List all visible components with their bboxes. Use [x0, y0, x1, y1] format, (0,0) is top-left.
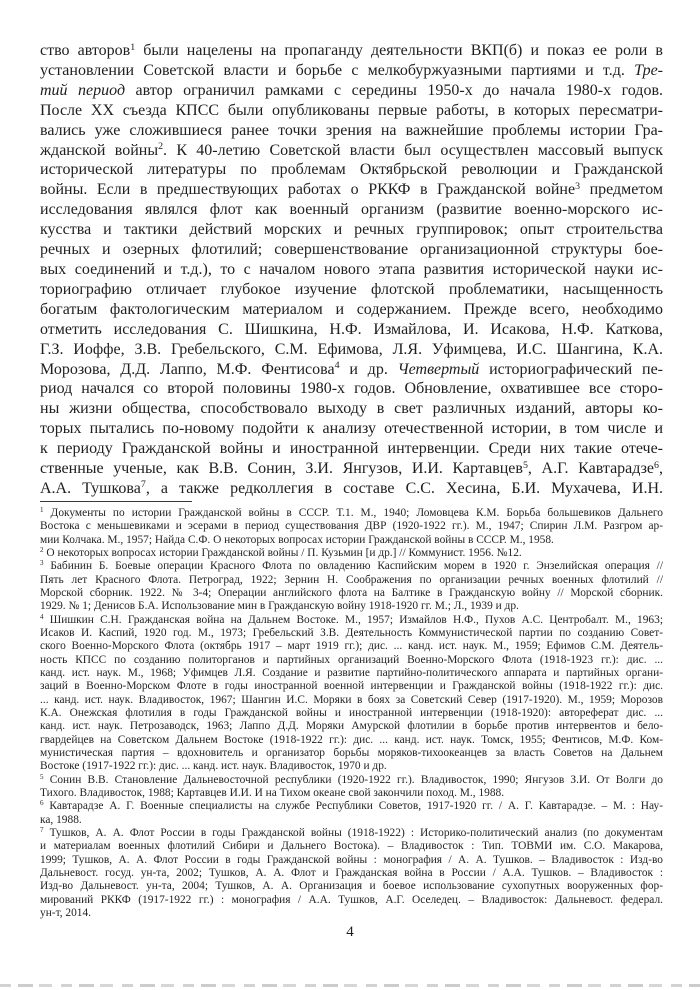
footnote-ref: 3: [575, 180, 581, 192]
footnote-line: К.А. Онежская флотилия в годы Гражданской войны и иностранной интервенции (1918-1920): автореферат дис. ...: [40, 706, 663, 719]
page-number: 4: [346, 924, 354, 940]
footnote-line: канд. ист. наук. Петрозаводск, 1963; Лаппо Д.Д. Моряки Амурской флотилии в борьбе против интервентов и бело-: [40, 720, 663, 733]
footnote-line: $^6$ Кавтарадзе А. Г. Военные специалисты на службе Республики Советов, 1917-1920 гг. / А. Г. Кавтарадзе. – М. : Нау-: [40, 799, 663, 813]
footnote-4: [40, 614, 663, 774]
body-text-line: войны. Если в предшествующих работах о РККФ в Гражданской войне$^3$ предметом: [40, 180, 664, 199]
footnote-line: Дальневост. госуд. ун-та, 2002; Тушков, А. А. Флот и Гражданская война в России / А.А. Тушков. – Владивосток :: [40, 866, 663, 879]
footnote-line: $^7$ Тушков, А. А. Флот России в годы Гражданской войны (1918-1922) : Историко-политический анализ (по документам: [40, 826, 663, 839]
body-text-line: Морозова, Д.Д. Лаппо, М.Ф. Фентисова$^4$ и др. Четвертый историографический пе-: [40, 360, 663, 378]
footnote-3: [40, 560, 663, 613]
body-paragraph: [40, 41, 663, 499]
footnote-line: Тихого. Владивосток, 1988; Картавцев И.И. И на Тихом океане свой закончили поход. М., 1988.: [40, 786, 505, 799]
body-text-line: богатым фактологическим материалом и содержанием. Прежде всего, необходимо: [40, 300, 663, 318]
footnote-2: [40, 547, 663, 560]
body-text-line: исторической литературы по проблемам Октябрьской революции и Гражданской: [40, 161, 663, 179]
footnote-line: 1929. № 1; Денисов Б.А. Использование мин в Гражданскую войну 1918-1920 гг. М.; Л., 1939 и др.: [40, 600, 519, 613]
body-text-line: исследования являлся флот как военный организм (развитие военно-морского ис-: [40, 201, 663, 219]
footnote-ref: 2: [158, 141, 164, 153]
body-text-line: тий период автор ограничил рамками с середины 1950-х до начала 1980-х годов.: [40, 81, 664, 99]
body-text-line: торых пытались по-новому подойти к анализу отечественной истории, в том числе и: [40, 420, 663, 438]
body-text-line: речных и озерных флотилий; совершенствование организационной структуры бое-: [40, 241, 663, 259]
footnote-line: гвардейцев на Советском Дальнем Востоке (1918-1922 гг.): дис. ... канд. ист. наук. Томск, 1955; Фентисов, М.Ф. Ком-: [40, 733, 663, 746]
footnote-ref: 5: [522, 459, 528, 471]
footnote-line: $^3$ Бабинин Б. Боевые операции Красного Флота по овладению Каспийским морем в 1920 г. Энзелийская операция //: [40, 559, 663, 573]
body-text-line: А.А. Тушкова$^7$, а также редколлегия в составе С.С. Хесина, Б.И. Мухачева, И.Н.: [40, 479, 664, 497]
body-text-line: установлении Советской власти и борьбе с мелкобуржуазными партиями и т.д. Тре-: [40, 61, 663, 79]
footnote-ref: 1: [130, 41, 136, 53]
footnote-ref: 4: [334, 360, 340, 372]
footnote-line: канд. ист. наук. М., 1968; Уфимцев Л.Я. Создание и развитие партийно-политического аппарата и партийных органи-: [40, 666, 663, 679]
footnote-line: мии Колчака. М., 1957; Найда С.Ф. О некоторых вопросах истории Гражданской войны в СССР. М., 1958.: [40, 533, 554, 546]
footnote-line: и материалам военных флотилий Сибири и Дальнего Востока). – Владивосток : Тип. ТОВМИ им. С.О. Макарова,: [40, 840, 663, 853]
footnote-line: Востоке (1917-1922 гг.): дис. ... канд. ист. наук. Владивосток, 1970 и др.: [40, 760, 387, 773]
footnote-number: 7: [40, 826, 44, 834]
footnote-line: ун-т, 2014.: [40, 906, 92, 919]
footnote-5: [40, 774, 663, 801]
body-text-line: к периоду Гражданской войны и иностранной интервенции. Среди них такие отече-: [40, 440, 663, 458]
body-text-line: вались уже сложившиеся ранее точки зрения на важнейшие проблемы истории Гра-: [40, 121, 663, 139]
footnote-line: мирований РККФ (1917-1922 гг.) : монография / А.А. Тушков, А.Г. Оселедец. – Владивосток: Дальневост. федерал.: [40, 893, 663, 906]
footnote-line: ... канд. ист. наук. Владивосток, 1967; Шангин И.С. Моряки в боях за Советский Север (1917-1920). М., 1959; Морозов: [40, 693, 663, 706]
footnote-line: Пять лет Красного Флота. Петроград, 1922; Зернин Н. Соображения по организации речных военных флотилий //: [40, 573, 663, 586]
footnote-number: 2: [40, 546, 44, 555]
body-text-line: ны жизни общества, способствовало выходу в свет различных изданий, авторы ко-: [40, 400, 663, 418]
footnote-line: Морской сборник. 1922. № 3-4; Операции английского флота на Балтике в Гражданскую войну // Морской сборник.: [40, 586, 663, 599]
body-text-line: ториографию отличает глубокое изучение флотской проблематики, насыщенность: [40, 280, 663, 298]
footnote-line: $^5$ Сонин В.В. Становление Дальневосточной республики (1920-1922 гг.). Владивосток, 1990; Янгузов З.И. От Волги до: [40, 772, 663, 786]
footnote-separator: [40, 501, 192, 502]
footnotes-section: [40, 507, 663, 920]
footnote-number: 5: [40, 772, 44, 781]
footnote-ref: 6: [654, 459, 659, 471]
footnote-number: 6: [40, 799, 44, 808]
body-text-line: После XX съезда КПСС были опубликованы первые работы, в которых пересматри-: [40, 101, 663, 119]
body-text-line: Г.З. Иоффе, З.В. Гребельского, С.М. Ефимова, Л.Я. Уфимцева, И.С. Шангина, К.А.: [40, 340, 663, 358]
footnote-line: Востока с меньшевиками и эсерами в период существования ДВР (1920-1922 гг.). М., 1947; Спирин Л.М. Разгром ар-: [40, 520, 663, 533]
body-text-line: вых соединений и т.д.), то с началом нового этапа развития исторической науки ис-: [40, 260, 663, 278]
footnote-number: 3: [40, 559, 44, 568]
footnote-number: 4: [40, 612, 44, 621]
footnote-line: ность КПСС по созданию политорганов и партийных организаций Военно-Морского Флота (1918-1923 гг.): дис. ...: [40, 653, 663, 666]
body-text-line: отметить исследования С. Шишкина, Н.Ф. Измайлова, И. Исакова, Н.Ф. Каткова,: [40, 320, 663, 338]
footnote-6: [40, 800, 663, 827]
footnote-line: Исаков И. Каспий, 1920 год. М., 1973; Гребельский З.В. Деятельность Коммунистической партии по созданию Совет-: [40, 626, 663, 639]
body-text-line: жданской войны$^2$. К 40-летию Советской власти был осуществлен массовый выпуск: [40, 141, 663, 159]
footnote-line: 1999; Тушков, А. А. Флот России в годы Гражданской войны : монография / А. А. Тушков. – Владивосток : Изд-во: [40, 853, 663, 866]
body-text-line: ственные ученые, как В.В. Сонин, З.И. Янгузов, И.И. Картавцев$^5$, А.Г. Кавтарадзе$^6$,: [40, 459, 663, 478]
body-text-line: ство авторов$^1$ были нацелены на пропаганду деятельности ВКП(б) и показ ее роли в: [40, 41, 663, 59]
footnote-line: Изд-во Дальневост. ун-та, 2004; Тушков, А. А. Организация и боевое использование сухопутных вооруженных фор-: [40, 880, 663, 893]
footnote-line: $^1$ Документы по истории Гражданской войны в СССР. Т.1. М., 1940; Ломовцева К.М. Борьба большевиков Дальнего: [40, 506, 663, 519]
scan-edge-artifact: [0, 984, 700, 987]
footnote-ref: 7: [140, 479, 146, 491]
footnote-line: $^4$ Шишкин С.Н. Гражданская война на Дальнем Востоке. М., 1957; Измайлов Н.Ф., Пухов А.С. Центробалт. М., 1963;: [40, 612, 663, 626]
body-text-line: риод начался со второй половины 1980-х годов. Обновление, охватившее все сторо-: [40, 380, 663, 398]
footnote-line: ского Военно-Морского Флота (октябрь 1917 – март 1919 гг.); дис. ... канд. ист. наук. М., 1959; Ефимов С.М. Деятель-: [40, 640, 663, 653]
footnote-1: [40, 507, 663, 547]
footnote-line: ка, 1988.: [40, 813, 82, 826]
footnote-number: 1: [40, 506, 44, 515]
footnote-line: мунистическая партия – вдохновитель и организатор борьбы моряков-тихоокеанцев за власть Советов на Дальнем: [40, 746, 663, 759]
footnote-line: заций в Военно-Морском Флоте в годы иностранной военной интервенции и Гражданской войны (1918-1922 гг.): дис.: [40, 680, 663, 693]
footnote-line: $^2$ О некоторых вопросах истории Гражданской войны / П. Кузьмин [и др.] // Коммунист. 1956. №12.: [40, 546, 522, 559]
body-text-line: кусства и тактики действий морских и речных группировок; опыт строительства: [40, 221, 663, 239]
footnote-7: [40, 827, 663, 920]
